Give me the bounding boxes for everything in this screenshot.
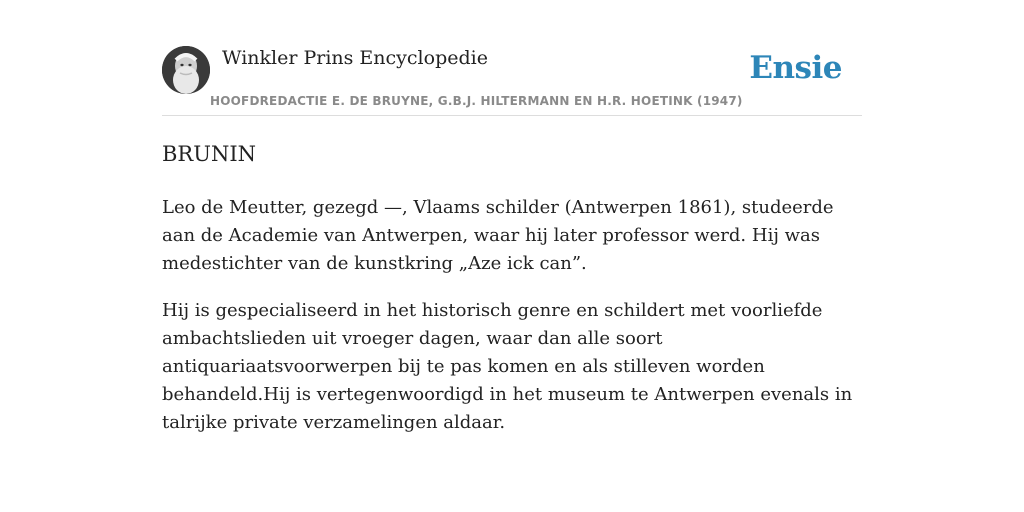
entry-paragraph: Hij is gespecialiseerd in het historisch genre en schildert met voorliefde ambachtslieden uit vroeger dagen, waar dan alle soort antiquariaatsvoorwerpen bij te pas komen en als stilleven worden behandeld.Hij is vertegenwoordigd in het museum te Antwerpen evenals in talrijke private verzamelingen aldaar. [162, 300, 853, 433]
source-title[interactable]: Winkler Prins Encyclopedie [222, 47, 488, 69]
entry-body [162, 194, 862, 456]
source-editors: HOOFDREDACTIE E. DE BRUYNE, G.B.J. HILTERMANN EN H.R. HOETINK (1947) [210, 94, 743, 108]
source-header [162, 44, 862, 116]
entry-paragraph: Leo de Meutter, gezegd —, Vlaams schilder (Antwerpen 1861), studeerde aan de Academie van Antwerpen, waar hij later professor werd. Hij was medestichter van de kunstkring „Aze ick can”. [162, 197, 834, 274]
entry-title: BRUNIN [162, 142, 256, 166]
ensie-logo-link[interactable]: Ensie [749, 50, 842, 86]
bearded-portrait-icon [162, 46, 210, 94]
page-content [162, 44, 862, 433]
